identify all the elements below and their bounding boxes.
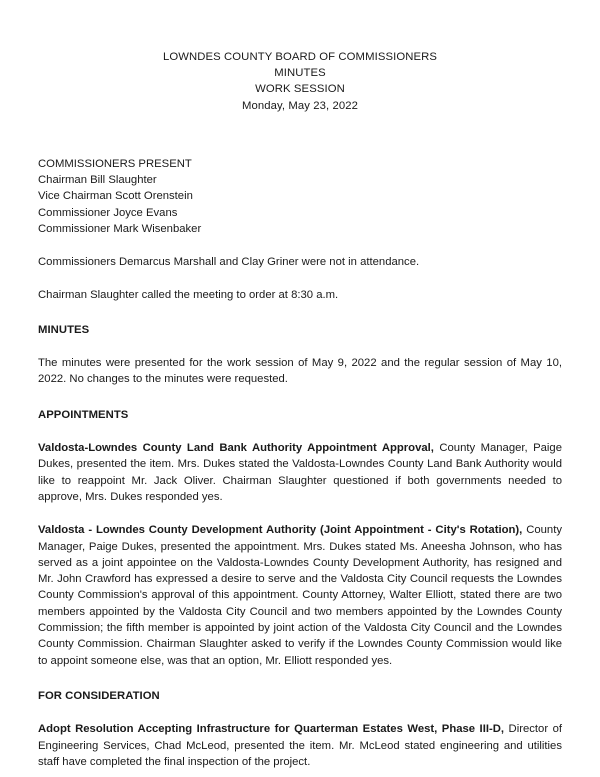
appointment-item-title: Valdosta-Lowndes County Land Bank Authority Appointment Approval, [38,442,434,455]
commissioners-present-heading: COMMISSIONERS PRESENT [38,157,192,170]
consideration-item-body: Director of Engineering Services, Chad McLeod, presented the item. Mr. McLeod stated engineering and utilities staff have completed the final inspection of the project. [38,723,563,768]
section-heading-minutes: MINUTES [38,323,90,336]
appointment-item-title: Valdosta - Lowndes County Development Authority (Joint Appointment - City's Rotation), [38,524,523,537]
minutes-paragraph: The minutes were presented for the work session of May 9, 2022 and the regular session of May 10, 2022. No changes to the minutes were requested. [38,357,562,386]
header-line-date: Monday, May 23, 2022 [241,99,359,112]
header-line-minutes: MINUTES [274,67,326,80]
commissioner-name: Chairman Bill Slaughter [38,174,157,187]
appointment-item-land-bank [38,440,562,505]
appointment-item-body: County Manager, Paige Dukes, presented the appointment. Mrs. Dukes stated Ms. Aneesha Johnson, who has served as a joint appointee on the Valdosta-Lowndes County Development Authority, has resigned and Mr. John Crawford has expressed a desire to serve and the Valdosta City Council requests the Lowndes County Commission's approval of this appointment. County Attorney, Walter Elliott, stated there are two members appointed by the Valdosta City Council and two members appointed by the Lowndes County Commission; the fifth member is appointed by joint action of the Valdosta City Council and the Lowndes County Commission. Chairman Slaughter asked to verify if the Lowndes County Commission would like to appoint someone else, was that an option, Mr. Elliott responded yes. [38,524,562,667]
absent-commissioners-note: Commissioners Demarcus Marshall and Clay Griner were not in attendance. [38,256,420,269]
commissioners-present-block [38,156,562,237]
section-heading-appointments: APPOINTMENTS [38,408,129,421]
document-content [38,0,562,770]
consideration-item-title: Adopt Resolution Accepting Infrastructure for Quarterman Estates West, Phase III-D, [38,723,505,736]
header-line-session-type: WORK SESSION [255,83,345,96]
commissioner-name: Vice Chairman Scott Orenstein [38,190,193,203]
call-to-order-note: Chairman Slaughter called the meeting to order at 8:30 a.m. [38,288,339,301]
document-header [38,0,562,114]
consideration-item-quarterman-estates [38,721,562,770]
commissioner-name: Commissioner Joyce Evans [38,206,178,219]
appointment-item-body: County Manager, Paige Dukes, presented the item. Mrs. Dukes stated the Valdosta-Lowndes County Land Bank Authority would like to reappoint Mr. Jack Oliver. Chairman Slaughter questioned if both governments needed to approve, Mrs. Dukes responded yes. [38,442,562,503]
header-line-organization: LOWNDES COUNTY BOARD OF COMMISSIONERS [162,51,437,63]
commissioner-name: Commissioner Mark Wisenbaker [38,223,202,235]
appointment-item-development-authority [38,522,562,669]
section-heading-for-consideration: FOR CONSIDERATION [38,689,160,702]
